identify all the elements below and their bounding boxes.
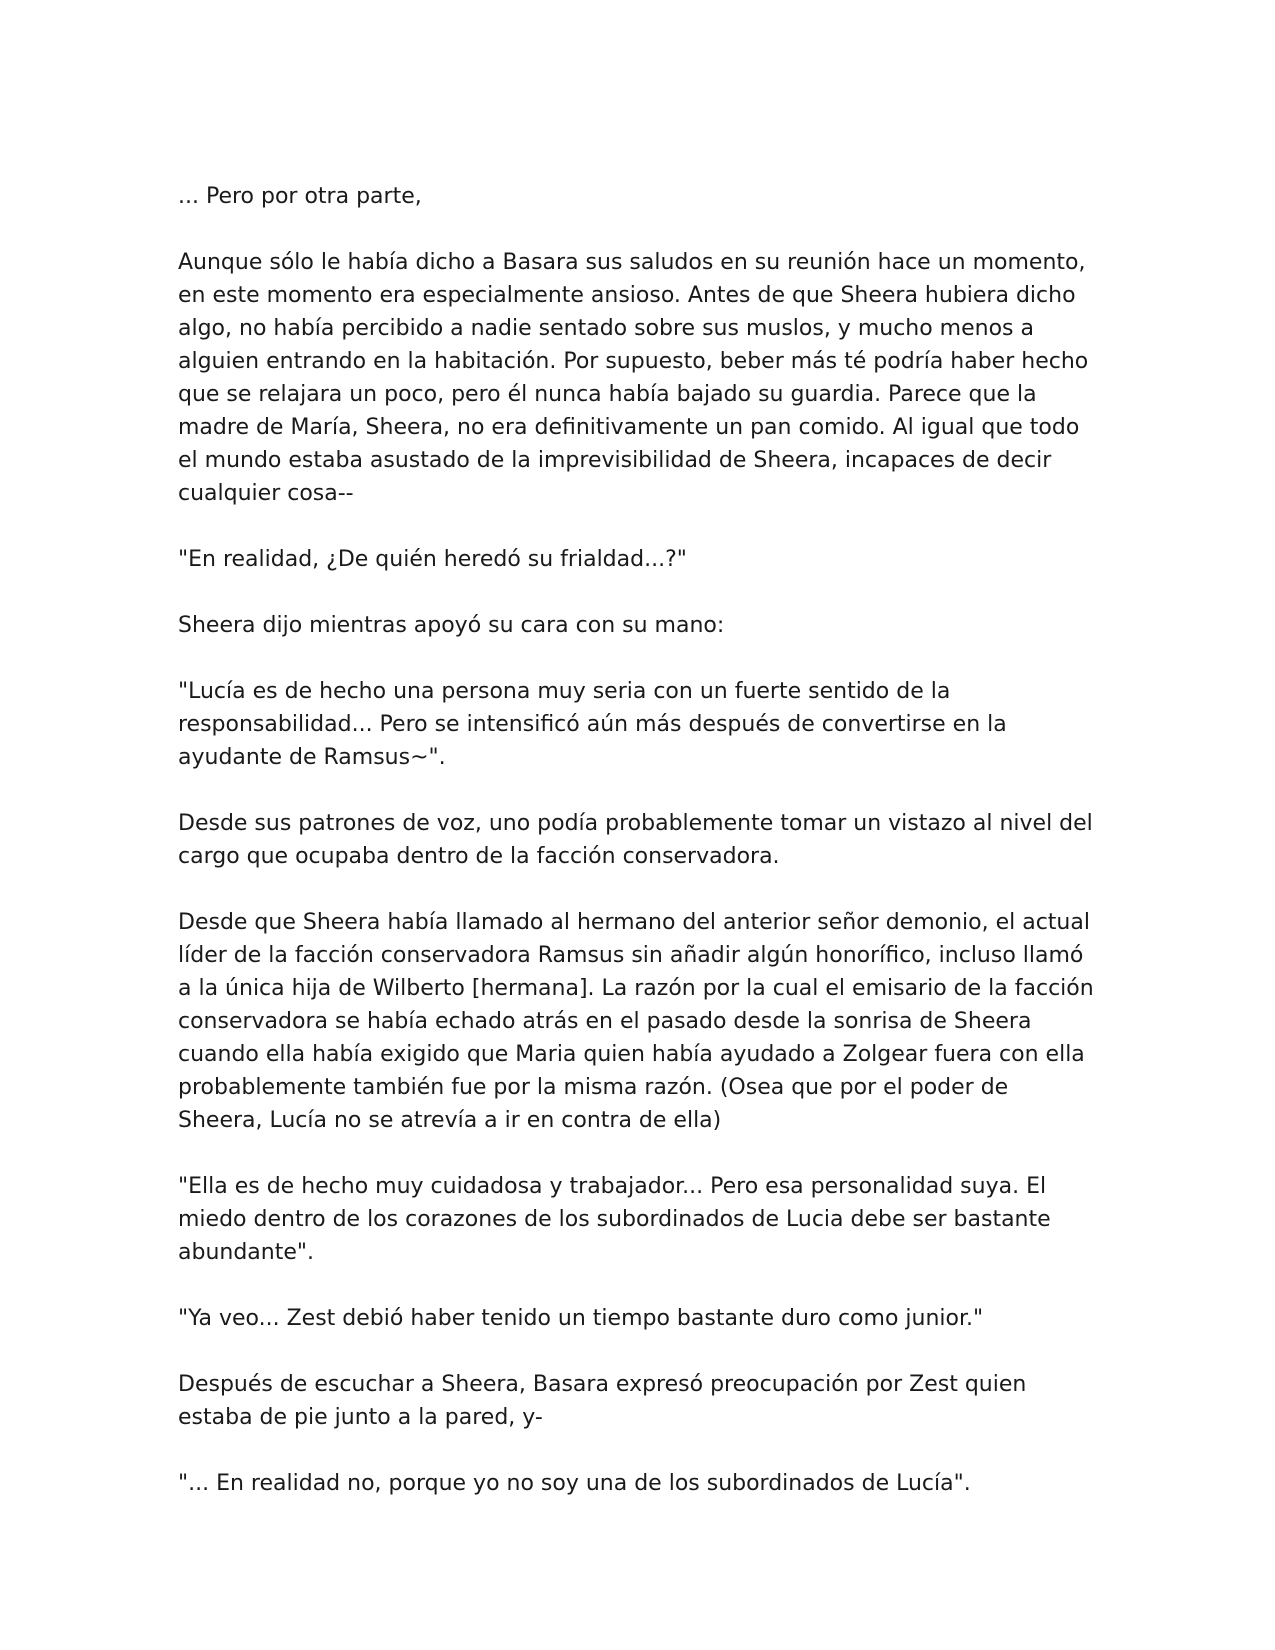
paragraph: Desde que Sheera había llamado al hermano del anterior señor demonio, el actual líder de la facción conservadora Ramsus sin añadir algún honorífico, incluso llamó a la única hija de Wilberto [hermana]. La razón por la cual el emisario de la facción conservadora se había echado atrás en el pasado desde la sonrisa de Sheera cuando ella había exigido que Maria quien había ayudado a Zolgear fuera con ella probablemente también fue por la misma razón. (Osea que por el poder de Sheera, Lucía no se atrevía a ir en contra de ella) [178, 910, 1094, 1133]
document-body [178, 180, 1098, 1533]
paragraph: Después de escuchar a Sheera, Basara expresó preocupación por Zest quien estaba de pie junto a la pared, y- [178, 1372, 1027, 1430]
paragraph: "Ya veo... Zest debió haber tenido un tiempo bastante duro como junior." [178, 1306, 984, 1331]
paragraph: "En realidad, ¿De quién heredó su frialdad...?" [178, 547, 687, 572]
paragraph: "Lucía es de hecho una persona muy seria con un fuerte sentido de la responsabilidad... Pero se intensificó aún más después de convertirse en la ayudante de Ramsus~". [178, 679, 1007, 770]
paragraph: "Ella es de hecho muy cuidadosa y trabajador... Pero esa personalidad suya. El miedo dentro de los corazones de los subordinados de Lucia debe ser bastante abundante". [178, 1174, 1051, 1265]
paragraph: ... Pero por otra parte, [178, 184, 422, 209]
paragraph: Desde sus patrones de voz, uno podía probablemente tomar un vistazo al nivel del cargo que ocupaba dentro de la facción conservadora. [178, 811, 1093, 869]
paragraph: Aunque sólo le había dicho a Basara sus saludos en su reunión hace un momento, en este momento era especialmente ansioso. Antes de que Sheera hubiera dicho algo, no había percibido a nadie sentado sobre sus muslos, y mucho menos a alguien entrando en la habitación. Por supuesto, beber más té podría haber hecho que se relajara un poco, pero él nunca había bajado su guardia. Parece que la madre de María, Sheera, no era definitivamente un pan comido. Al igual que todo el mundo estaba asustado de la imprevisibilidad de Sheera, incapaces de decir cualquier cosa-- [178, 250, 1089, 506]
paragraph: Sheera dijo mientras apoyó su cara con su mano: [178, 613, 725, 638]
paragraph: "... En realidad no, porque yo no soy una de los subordinados de Lucía". [178, 1471, 971, 1496]
